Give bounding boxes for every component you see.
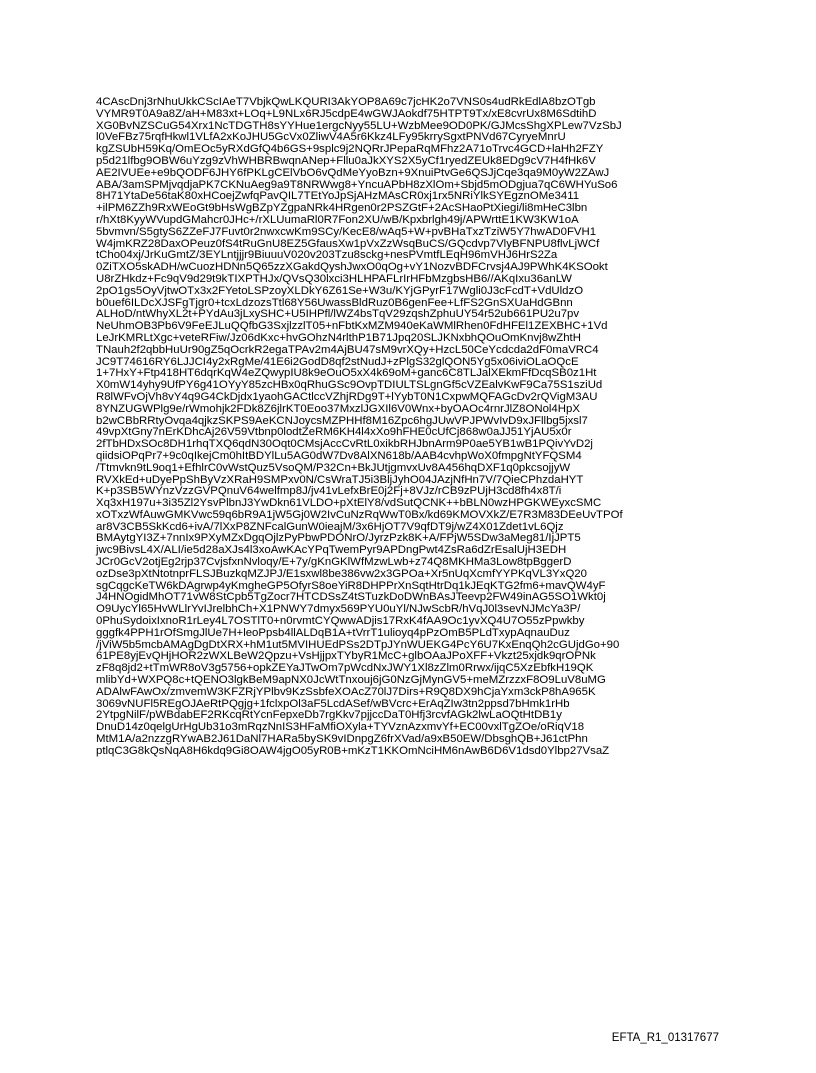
encoded-text-line: 3069vNUFl5REgOJAeRtPQgjg+1fclxpOl3aF5LcdASef/wBVcrc+ErAqZIw3tn2ppsd7bHmk1rHb bbox=[96, 697, 570, 710]
encoded-text-line: LeJrKMRLtXgc+veteRFiw/Jz06dKxc+hvGOhzN4rlthP1B71Jpq20SLJKNxbhQOuOmKnvj8wZhtH bbox=[96, 331, 581, 344]
encoded-text-line: XG0BvNZSCuG54Xrx1NcTDGTH8sYYHue1ergcNyy55LU+WzbMee9OD0PK/GJMcsShgXPLew7VzSbJ bbox=[96, 119, 622, 132]
document-id-footer: EFTA_R1_01317677 bbox=[611, 1032, 719, 1044]
encoded-text-line: b0uef6ILDcXJSFgTjgr0+tcxLdzozsTtl68Y56UwassBldRuz0B6genFee+LfFS2GnSXUaHdGBnn bbox=[96, 296, 573, 309]
encoded-text-line: W4jmKRZ28DaxOPeuz0fS4tRuGnU8EZ5GfausXw1pVxZzWsqBuCS/GQcdvp7VlyBFNPU8flvLjWCf bbox=[96, 237, 600, 250]
encoded-text-line: 49vpXtGny7nErKDhcAj26V59Vtbnp0lodtZeRM6KH4l4xXo9hFHE0cUfCj868w0aJJ51YjAU5x0r bbox=[96, 426, 572, 439]
encoded-text-line: xOTxzWfAuwGMKVwc59q6bR9A1jW5Gj0W2IvCuNzRqWwT0Bx/kd69KMOVXkZ/E7R3M83DEeUvTPOf bbox=[96, 508, 623, 521]
encoded-text-line: U8rZHkdz+Fc9qV9d29t9kTIXPTHJx/QVsQ30lxci3HLHPAFLrIrHFbMzgbsHB6//AKqIxu36anLW bbox=[96, 272, 572, 285]
encoded-text-line: J4HNOgidMhOT71vW8StCpb5TgZocr7HTCDSsZ4tSTuzkDoDWnBAsJTeevp2FW49inAG5SO1Wkt0j bbox=[96, 591, 606, 604]
encoded-text-line: 0ZiTXO5skADH/wCuozHDNn5Q65zzXGakdQyshJwxO0qOg+vY1NozvBDFCrvsj4AJ9PWhK4KSOokt bbox=[96, 261, 608, 274]
encoded-text-line: 8YNZUGWPlg9e/rWmohjk2FDk8Z6jlrKT0Eoo37MxzlJGXIl6V0Wnx+byOAOc4rnrJlZ8ONol4HpX bbox=[96, 402, 580, 415]
encoded-text-block bbox=[96, 97, 736, 758]
encoded-text-line: 4CAscDnj3rNhuUkkCScIAeT7VbjkQwLKQURI3AkYOP8A69c7jcHK2o7VNS0s4udRkEdlA8bzOTgb bbox=[96, 96, 596, 108]
encoded-text-line: X0mW14yhy9UfPY6g41OYyY85zcHBx0qRhuGSc9OvpTDIULTSLgnGf5cVZEalvKwF9Ca75S1sziUd bbox=[96, 379, 603, 392]
encoded-text-line: l0VeFBz75rqfHkwl1VLfA2xKoJHU5GcVx0ZliwV4A5r6Kkz4LFy95krrySgxtPNVd67CyryeMnrU bbox=[96, 131, 566, 144]
encoded-text-line: 8H71YtaDe56taK80xHCoejZwfqPavQIL7TEtYoJpSjAHzMAsCR0xj1rx5NRiYlkSYEgznOMe3411 bbox=[96, 190, 580, 203]
encoded-text-line: jwc9BivsL4X/ALI/ie5d28aXJs4l3xoAwKAcYPqTwemPyr9APDngPwt4ZsRa6dZrEsalUjH3EDH bbox=[96, 544, 567, 557]
encoded-text-line: p5d21lfbg9OBW6uYzg9zVhWHBRBwqnANep+Fllu0aJkXYS2X5yCf1ryedZEUk8EDg9cV7H4fHk6V bbox=[96, 154, 596, 167]
encoded-text-line: DnuD14z0qelgUrHgUb31o3mRqzNnIS3HFaMfiOXyla+TYVznAzxmvYf+EC00vxlTgZOe/oRiqV18 bbox=[96, 721, 585, 734]
encoded-text-line: AE2IVUEe+e9bQODF6JHY6fPKLgCElVbO6vQdMeYyoBzn+9XnuiPtvGe6QSJjCqe3qa9M0yW2ZAwJ bbox=[96, 166, 610, 179]
encoded-text-line: TNauh2f2qbbHuUr90gZ5qOcrkR2egaTPAv2m4AjBU47sM9vrXQy+HzcL50CeYcdcda2dF0maVRC4 bbox=[96, 343, 599, 356]
encoded-text-line: ALHoD/ntWhyXL2t+PYdAu3jLxySHC+U5IHPfl/lWZ4bsTqV29zqshZphuUY54r52ub661PU2u7pv bbox=[96, 308, 580, 321]
encoded-text-line: ADAlwFAwOx/zmvemW3KFZRjYPlbv9KzSsbfeXOAcZ70lJ7Dirs+R9Q8DX9hCjaYxm3ckP8hA965K bbox=[96, 685, 596, 698]
encoded-text-line: 1+7HxY+Ftp418HT6dqrKqW4eZQwypIU8k9eOuO5xX4k69oM+ganc6C8TLJalXEkmFfDcqSB0z1Ht bbox=[96, 367, 597, 380]
encoded-text-line: ptlqC3G8kQsNqA8H6kdq9Gi8OAW4jgO05yR0B+mKzT1KKOmNciHM6nAwB6D6V1dsd0Ylbp27VsaZ bbox=[96, 744, 610, 757]
encoded-text-line: ar8V3CB5SkKcd6+ivA/7lXxP8ZNFcalGunW0ieajM/3x6HjOT7V9qfDT9j/wZ4X01Zdet1vL6Qjz bbox=[96, 520, 564, 533]
encoded-text-line: JC9T74616RY6LJJCI4y2xRgMe/41E6i2GodD8qf2stNudJ+zPlgS32glQON5Yg5x06iviOLaOQcE bbox=[96, 355, 579, 368]
encoded-text-line: 2YtpgNilF/pWBdabEF2RKcqRtYcnFepxeDb7rgKkv7pjjccDaT0Hfj3rcvfAGk2lwLaOQtHtDB1y bbox=[96, 709, 562, 722]
encoded-text-line: 5bvmvn/S5gtyS6ZZeFJ7Fuvt0r2nwxcwKm9SCy/KecE8/wAq5+W+pvBHaTxzTziW5Y7hwAD0FVH1 bbox=[96, 225, 597, 238]
encoded-text-line: JCr0GcV2otjEg2rjp37CvjsfxnNvloqy/E+7y/gKnGKlWfMzwLwb+z74Q8MKHMa3Low8tpBggerD bbox=[96, 556, 572, 569]
encoded-text-line: ozDse3pXtNtotnprFLSJBuzkqMZJPJ/E1sxwl8be386vw2x3GPOa+Xr5nUqXcmfYYPKqVL3YxQ20 bbox=[96, 567, 587, 580]
encoded-text-line: R8lWFvOjVh8vY4q9G4CkDjdx1yaohGACtlccVZhjRDg9T+lYybT0N1CxpwMQFAGcDv2rQVigM3AU bbox=[96, 390, 598, 403]
encoded-text-line: qiidsiOPqPr7+9c0qIkejCm0hItBDYlLu5AG0dW7Dv8AlXN618b/AAB4cvhpWoX0fmpgNtYFQSM4 bbox=[96, 449, 582, 462]
encoded-text-line: RVXkEd+uDyePpShByVzXRaH9SMPxv0N/CsWraTJ5i3BljJyhO04JAzjNfHn7V/7QieCPhzdaHYT bbox=[96, 473, 584, 486]
encoded-text-line: /jViW5b5mcbAMAgDgDtXRX+hM1ut5MVIHUEdPSs2DTpJYnWUEKG4PcY6U7KxEnqQh2cGUjdGo+90 bbox=[96, 638, 620, 651]
encoded-text-line: NeUhmOB3Pb6V9FeEJLuQQfbG3SxjlzzlT05+nFbtKxMZM940eKaWMlRhen0FdHFEl1ZEXBHC+1Vd bbox=[96, 320, 608, 333]
encoded-text-line: r/hXt8KyyWVupdGMahcr0JHc+/rXLUumaRl0R7Fon2XU/wB/Kpxbrlgh49j/APWrttE1KW3KW1oA bbox=[96, 213, 579, 226]
encoded-text-line: ABA/3amSPMjvqdjaPK7CKNuAeg9a9T8NRWwg8+YncuAPbH8zXlOm+Sbjd5mODgjua7qC6WHYuSo6 bbox=[96, 178, 618, 191]
encoded-text-line: tCho04xj/JrKuGmtZ/3EYLntjjjr9BiuuuV020v203Tzu8sckg+nesPVmtfLEqH96mVHJ6HrS2Za bbox=[96, 249, 558, 262]
encoded-text-line: 2fTbHDxSOc8DH1rhqTXQ6qdN30Oqt0CMsjAccCvRtL0xikbRHJbnArm9P0ae5YB1wB1PQivYvD2j bbox=[96, 438, 593, 451]
encoded-text-line: BMAytgYI3Z+7nnIx9PXyMZxDgqOjlzPyPbwPDONrO/JyrzPzk8K+A/FPjW5SDw3aMeg81/IjJPT5 bbox=[96, 532, 581, 545]
encoded-text-line: O9UycYl65HvWLlrYvIJrelbhCh+X1PNWY7dmyx569PYU0uYl/NJwScbR/hVqJ0l3sevNJMcYa3P/ bbox=[96, 603, 581, 616]
encoded-text-line: MtM1A/a2nzzgRYwAB2J61DaNl7HARa5bySK9vIDnpgZ6frXVad/a9xB50EW/DbsghQB+J61ctPhn bbox=[96, 733, 588, 746]
encoded-text-line: kgZSUbH59Kq/OmEOc5yRXdGfQ4b6GS+9splc9j2NQRrJPepaRqMFhz2A71oTrvc4GCD+laHh2FZY bbox=[96, 143, 604, 156]
encoded-text-line: +ilPM6ZZh9RxWEoGt9bHsWgBZpYZgpaNRk4HRgen0r2PSZGtF+2AcSHaoPtXiegi/li8mHeC3lbn bbox=[96, 202, 588, 215]
encoded-text-line: gggfk4PPH1rOfSmgJlUe7H+leoPpsb4llALDqB1A+tVrrT1ulioyq4pPzOmB5PLdTxypAqnauDuz bbox=[96, 626, 570, 639]
encoded-text-line: K+p3SB5WYnzVzzGVPQnuV64welfmp8J/jv41vLefxBrE0j2Fj+8VJz/rCB9zPUjH3cd8fh4x8T/i bbox=[96, 485, 562, 498]
encoded-text-line: 61PE8yjEvQHjHOR2zWXLBeW2Qpzu+VsHjjpxTYbyR1McC+glbOAaJPoXFF+Vkzt25xjdk9qrOPNk bbox=[96, 650, 596, 663]
encoded-text-line: mlibYd+WXPQ8c+tQENO3lgkBeM9apNX0JcWtTnxouj6jG0NzGjMynGV5+meMZrzzxF8O9LuV8uMG bbox=[96, 674, 606, 687]
encoded-text-line: sgCqgcKeTW6kDAgrwp4yKmgheGP5OfyrS8oeYiR8DHPPrXnSqtHtrDq1kJEqKTG2fm6+mavQW4yF bbox=[96, 579, 606, 592]
encoded-text-line: 2pO1gs5OyVjtwOTx3x2FYetoLSPzoyXLDkY6Z61Se+W3u/KYjGPyrF17Wgli0J3cFcdT+VdUldzO bbox=[96, 284, 584, 297]
encoded-text-line: VYMR9T0A9a8Z/aH+M83xt+LOq+L9NLx6RJ5cdpE4wGWJAokdf75HTPT9Tx/xE8cvrUx8M6SdtihD bbox=[96, 107, 597, 120]
encoded-text-line: /Ttmvkn9tL9oq1+EfhlrC0vWstQuz5VsoQM/P32Cn+BkJUtjgmvxUv8A456hqDXF1q0pkcsojjyW bbox=[96, 461, 571, 474]
encoded-text-line: 0PhuSydoixIxnoR1rLey4L7OSTlT0+n0rvmtCYQwwADjis17RxK4fAA9Oc1yvXQ4U7O55zPpwkby bbox=[96, 615, 585, 628]
encoded-text-line: b2wCBbRRtyOvqa4qjkzSKPS9AeKCNJoycsMZPHHf8M16Zpc6hgJUwVPJPWvIvD9xJFllbg5jxsl7 bbox=[96, 414, 588, 427]
encoded-text-line: zF8q8jd2+tTmWR8oV3g5756+opkZEYaJTwOm7pWcdNxJWY1Xl8zZlm0Rrwx/ijqC5XzEbfkH19QK bbox=[96, 662, 594, 675]
encoded-text-line: Xq3xH197u+3i35Zl2YsvPlbnJ3YwDkn61VLDO+pXtElY8/vdSutQCNK++bBLN0wzHPGKWEyxcSMC bbox=[96, 497, 602, 510]
